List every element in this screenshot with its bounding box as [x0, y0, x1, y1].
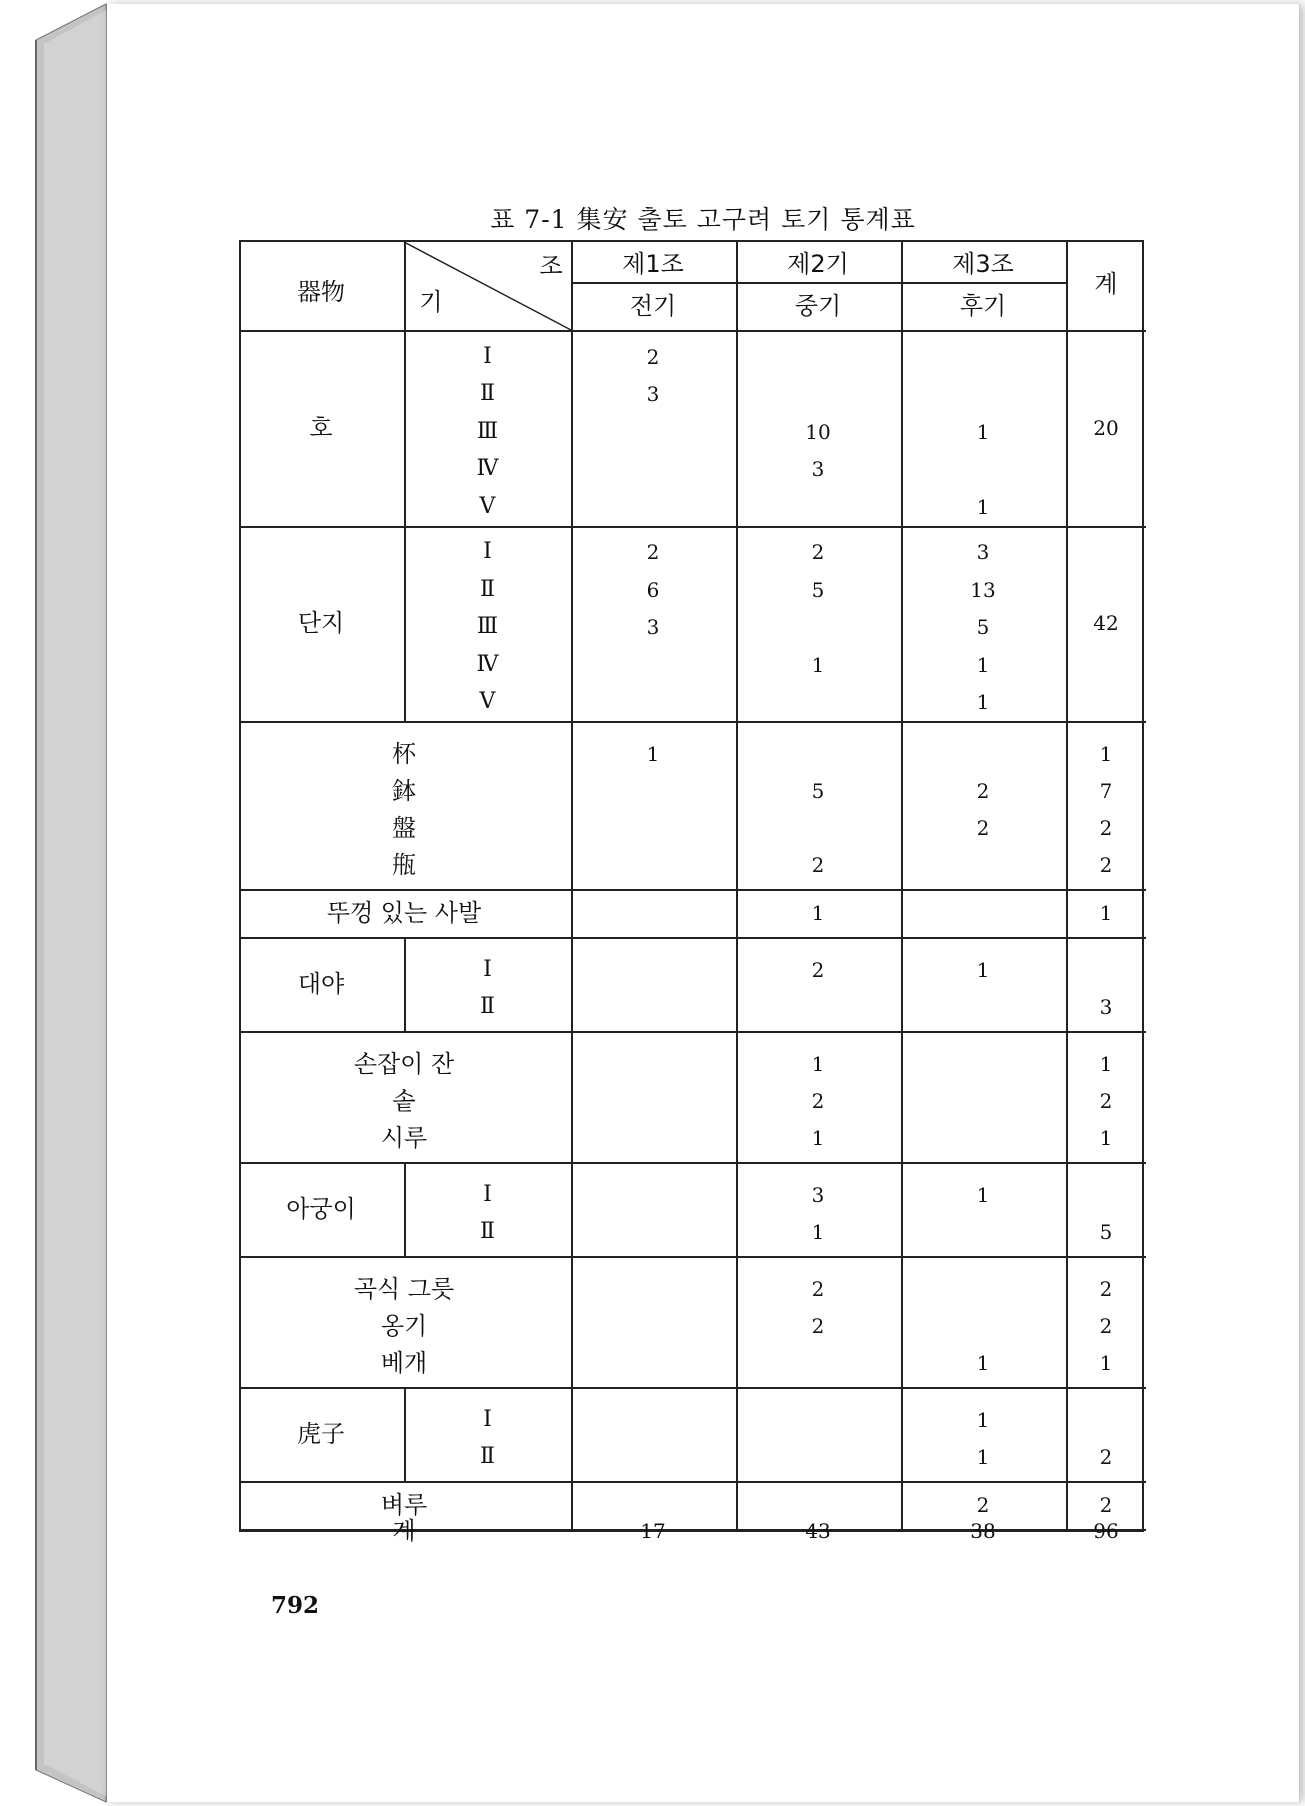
group-name: 대야	[297, 970, 345, 998]
type-numeral: Ⅱ	[480, 1443, 494, 1469]
table-rule	[241, 937, 1146, 939]
table-rule	[901, 1031, 903, 1162]
statistics-table	[239, 240, 1144, 1545]
count-cell: 1	[646, 741, 660, 766]
group-total: 3	[1099, 994, 1113, 1019]
table-caption: 표 7-1 集安 출토 고구려 토기 통계표	[490, 205, 916, 234]
table-rule	[901, 1162, 903, 1256]
totals-c2: 43	[805, 1518, 831, 1543]
item-name: 盤	[392, 813, 416, 842]
row-total: 7	[1099, 778, 1113, 803]
count-cell: 1	[811, 1219, 825, 1244]
table-rule	[901, 330, 903, 526]
count-cell: 2	[976, 1493, 990, 1517]
item-name: 베개	[380, 1348, 428, 1377]
item-name: 시루	[380, 1123, 428, 1152]
table-rule	[1066, 1162, 1068, 1256]
count-cell: 1	[976, 1407, 990, 1432]
table-rule	[1066, 1481, 1068, 1529]
item-name: 뚜껑 있는 사발	[326, 899, 482, 927]
count-cell: 2	[976, 815, 990, 840]
header-total: 계	[1094, 270, 1118, 298]
item-name: 甁	[392, 850, 416, 879]
table-rule	[736, 1529, 738, 1532]
count-cell: 1	[976, 494, 990, 519]
table-rule	[1066, 1529, 1068, 1532]
item-name: 鉢	[392, 776, 416, 805]
count-cell: 2	[646, 344, 660, 369]
row-total: 2	[1099, 1493, 1113, 1517]
type-numeral: Ⅰ	[483, 956, 491, 982]
header-col1-top: 제1조	[622, 250, 684, 278]
count-cell: 2	[811, 1088, 825, 1113]
table-rule	[241, 1481, 1146, 1483]
count-cell: 3	[976, 540, 990, 565]
count-cell: 2	[976, 778, 990, 803]
table-rule	[571, 1529, 573, 1532]
type-numeral: Ⅰ	[483, 343, 491, 369]
page-number: 792	[271, 1592, 320, 1619]
item-name: 손잡이 잔	[353, 1049, 455, 1078]
table-rule	[736, 889, 738, 937]
table-rule	[901, 721, 903, 889]
count-cell: 5	[811, 778, 825, 803]
count-cell: 2	[811, 1313, 825, 1338]
type-numeral: Ⅱ	[480, 993, 494, 1019]
table-rule	[571, 889, 573, 937]
count-cell: 10	[805, 419, 831, 444]
book-page	[106, 4, 1300, 1802]
table-rule	[404, 1387, 406, 1481]
count-cell: 1	[976, 1182, 990, 1207]
row-total: 1	[1099, 1051, 1113, 1076]
table-rule	[571, 330, 573, 526]
row-total: 2	[1099, 852, 1113, 877]
table-rule	[1066, 721, 1068, 889]
count-cell: 2	[646, 540, 660, 565]
table-rule	[901, 1387, 903, 1481]
count-cell: 1	[811, 901, 825, 925]
totals-label: 계	[392, 1516, 416, 1545]
item-name: 곡식 그릇	[353, 1274, 455, 1303]
group-total: 2	[1099, 1444, 1113, 1469]
table-rule	[241, 1387, 1146, 1389]
table-rule	[901, 1256, 903, 1387]
row-total: 2	[1099, 815, 1113, 840]
row-total: 1	[1099, 1125, 1113, 1150]
table-rule	[1066, 1031, 1068, 1162]
table-rule	[901, 937, 903, 1031]
type-numeral: Ⅴ	[479, 493, 495, 519]
count-cell: 5	[976, 615, 990, 640]
row-total: 2	[1099, 1276, 1113, 1301]
group-name: 단지	[297, 609, 345, 638]
table-rule	[736, 1387, 738, 1481]
table-rule	[736, 1162, 738, 1256]
count-cell: 1	[976, 1350, 990, 1375]
count-cell: 2	[811, 540, 825, 565]
group-name: 虎子	[297, 1420, 345, 1448]
count-cell: 13	[970, 577, 996, 602]
type-numeral: Ⅳ	[476, 651, 498, 677]
header-diag-bottom: 기	[419, 288, 443, 316]
header-col2-bottom: 중기	[794, 292, 842, 320]
header-item-label: 器物	[297, 278, 345, 306]
table-rule	[404, 1162, 406, 1256]
table-rule	[571, 1256, 573, 1387]
count-cell: 2	[811, 852, 825, 877]
type-numeral: Ⅱ	[480, 1218, 494, 1244]
table-rule	[736, 526, 738, 722]
type-numeral: Ⅱ	[480, 576, 494, 602]
table-rule	[736, 721, 738, 889]
count-cell: 1	[976, 652, 990, 677]
count-cell: 3	[646, 615, 660, 640]
count-cell: 2	[811, 1276, 825, 1301]
table-rule	[241, 1529, 1146, 1531]
row-total: 2	[1099, 1313, 1113, 1338]
table-rule	[241, 721, 1146, 723]
header-diag-top: 조	[539, 252, 563, 280]
totals-c1: 17	[640, 1518, 666, 1543]
table-rule	[736, 937, 738, 1031]
table-rule	[241, 1162, 1146, 1164]
table-rule	[1066, 1387, 1068, 1481]
table-rule	[571, 721, 573, 889]
table-rule	[241, 1256, 1146, 1258]
table-rule	[571, 526, 573, 722]
count-cell: 2	[811, 957, 825, 982]
type-numeral: Ⅲ	[476, 418, 498, 444]
table-rule	[1066, 937, 1068, 1031]
count-cell: 3	[811, 1182, 825, 1207]
row-total: 1	[1099, 741, 1113, 766]
type-numeral: Ⅴ	[479, 689, 495, 715]
table-rule	[571, 1387, 573, 1481]
count-cell: 5	[811, 577, 825, 602]
type-numeral: Ⅱ	[480, 381, 494, 407]
header-col3-bottom: 후기	[959, 292, 1007, 320]
table-rule	[571, 1481, 573, 1529]
table-rule	[901, 526, 903, 722]
table-rule	[404, 937, 406, 1031]
group-total: 20	[1093, 415, 1119, 440]
type-numeral: Ⅳ	[476, 456, 498, 482]
group-total: 5	[1099, 1219, 1113, 1244]
group-name: 아궁이	[286, 1195, 356, 1223]
count-cell: 1	[811, 1125, 825, 1150]
table-rule	[736, 1031, 738, 1162]
table-rule	[1066, 889, 1068, 937]
table-rule	[241, 1031, 1146, 1033]
group-name: 호	[309, 413, 333, 442]
table-rule	[571, 937, 573, 1031]
table-rule	[736, 1256, 738, 1387]
header-col3-top: 제3조	[952, 250, 1014, 278]
totals-c3: 38	[970, 1518, 996, 1543]
table-rule	[404, 330, 406, 526]
count-cell: 1	[811, 652, 825, 677]
type-numeral: Ⅰ	[483, 1181, 491, 1207]
table-rule	[571, 1031, 573, 1162]
type-numeral: Ⅰ	[483, 539, 491, 565]
count-cell: 3	[811, 457, 825, 482]
row-total: 1	[1099, 901, 1113, 925]
table-rule	[1066, 526, 1068, 722]
item-name: 杯	[392, 739, 416, 768]
count-cell: 1	[976, 419, 990, 444]
item-name: 옹기	[380, 1311, 428, 1340]
count-cell: 1	[811, 1051, 825, 1076]
table-rule	[241, 889, 1146, 891]
header-col2-top: 제2기	[787, 250, 849, 278]
count-cell: 1	[976, 957, 990, 982]
count-cell: 3	[646, 382, 660, 407]
count-cell: 1	[976, 1444, 990, 1469]
totals-grand: 96	[1093, 1518, 1119, 1543]
table-rule	[901, 1481, 903, 1529]
group-total: 42	[1093, 611, 1119, 636]
count-cell: 6	[646, 577, 660, 602]
table-rule	[901, 1529, 903, 1532]
table-rule	[241, 526, 1146, 528]
count-cell: 1	[976, 690, 990, 715]
table-rule	[1066, 330, 1068, 526]
item-name: 벼루	[380, 1491, 428, 1519]
table-rule	[901, 889, 903, 937]
header-col1-bottom: 전기	[629, 292, 677, 320]
table-rule	[736, 330, 738, 526]
type-numeral: Ⅰ	[483, 1406, 491, 1432]
table-rule	[1066, 1256, 1068, 1387]
row-total: 2	[1099, 1088, 1113, 1113]
type-numeral: Ⅲ	[476, 614, 498, 640]
table-rule	[571, 1162, 573, 1256]
table-rule	[404, 526, 406, 722]
table-rule	[736, 1481, 738, 1529]
row-total: 1	[1099, 1350, 1113, 1375]
item-name: 솥	[392, 1086, 416, 1115]
